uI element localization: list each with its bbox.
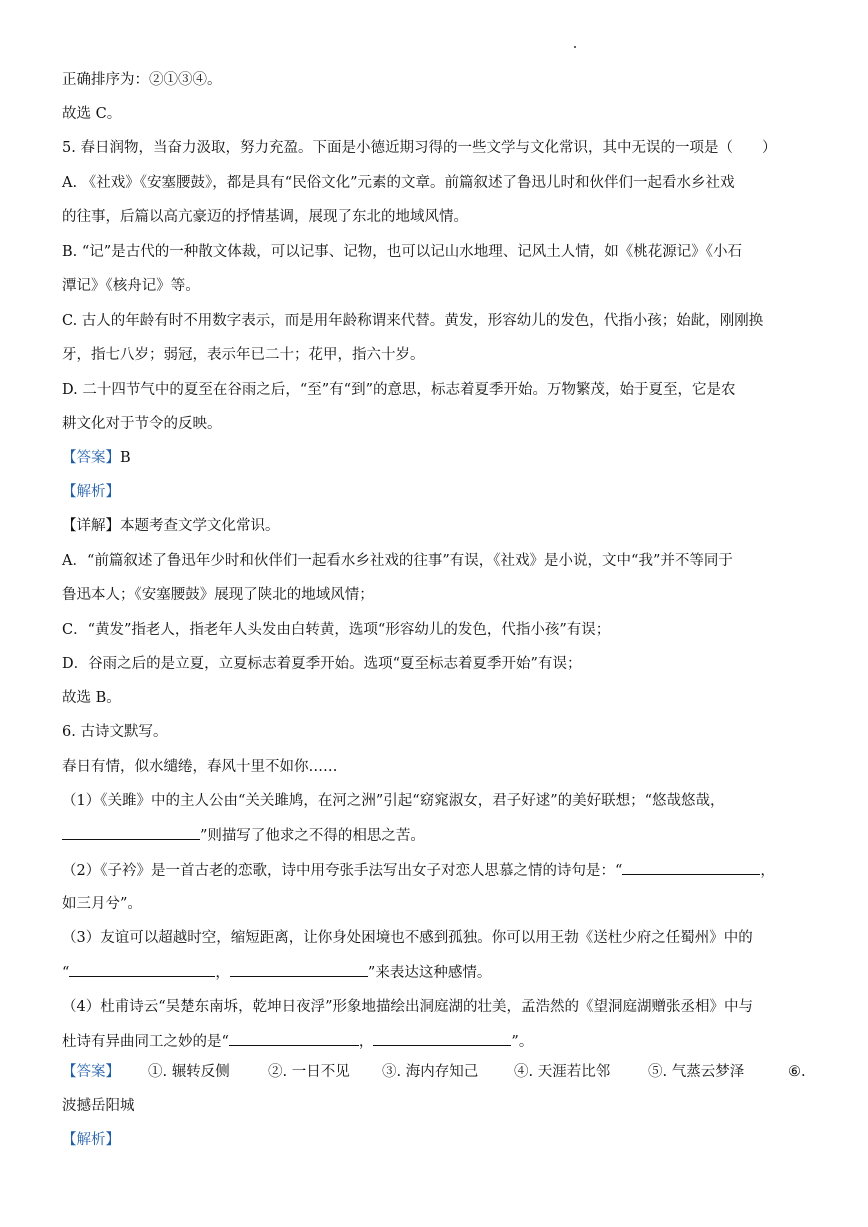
option-b-cont: 潭记》《核舟记》等。 <box>62 278 200 294</box>
text-span: ”。 <box>511 1034 534 1050</box>
text-span: ， <box>760 863 775 879</box>
subquestion-3-cont <box>62 962 822 983</box>
answer-item: ②. 一日不见 <box>268 1064 350 1080</box>
subquestion-4-cont <box>62 1031 822 1052</box>
answer-tag: 【答案】 <box>62 450 120 466</box>
option-c: C. 古人的年龄有时不用数字表示，而是用年龄称谓来代替。黄发，形容幼儿的发色，代指小孩；始龀，刚刚换 <box>62 313 764 329</box>
answer-item: ③. 海内存知己 <box>382 1064 479 1080</box>
text-span: ， <box>358 1034 374 1050</box>
detail-line <box>62 516 822 536</box>
explanation-a-cont: 鲁迅本人；《安塞腰鼓》展现了陕北的地域风情； <box>62 587 374 603</box>
option-a: A. 《社戏》《安塞腰鼓》，都是具有“民俗文化”元素的文章。前篇叙述了鲁迅儿时和伙伴们一起看水乡社戏 <box>62 175 735 191</box>
text-line: 正确排序为：②①③④。 <box>62 72 222 88</box>
text-span: ”则描写了他求之不得的相思之苦。 <box>200 828 425 844</box>
question-5-stem: 5. 春日润物，当奋力汲取，努力充盈。下面是小德近期习得的一些文学与文化常识，其中无误的一项是（ ） <box>62 140 777 156</box>
analysis-line <box>62 1130 822 1150</box>
option-d-cont: 耕文化对于节令的反映。 <box>62 416 222 432</box>
subquestion-2-cont: 如三月兮”。 <box>62 896 142 912</box>
text-span: “ <box>62 965 70 981</box>
subquestion-1: （1）《关雎》中的主人公由“关关雎鸠，在河之洲”引起“窈窕淑女，君子好逑”的美好联想；“悠哉悠哉， <box>62 793 725 809</box>
option-d: D. 二十四节气中的夏至在谷雨之后，“至”有“到”的意思，标志着夏季开始。万物繁茂，始于夏至，它是农 <box>62 382 736 398</box>
conclusion-line: 故选 B。 <box>62 690 121 706</box>
text-span: （2）《子衿》是一首古老的恋歌，诗中用夸张手法写出女子对恋人思慕之情的诗句是：“ <box>62 863 623 879</box>
answer-item: ⑤. 气蒸云梦泽 <box>648 1064 745 1080</box>
subquestion-2 <box>62 860 822 881</box>
analysis-tag: 【解析】 <box>62 484 120 500</box>
answer-line-cont: 波撼岳阳城 <box>62 1098 135 1114</box>
text-span: ， <box>215 965 230 981</box>
text-line: 故选 C。 <box>62 106 122 122</box>
subquestion-4: （4）杜甫诗云“吴楚东南坼，乾坤日夜浮”形象地描绘出洞庭湖的壮美，孟浩然的《望洞庭湖赠张丞相》中与 <box>62 999 754 1015</box>
answer-item: ①. 辗转反侧 <box>148 1064 230 1080</box>
subquestion-1-cont <box>62 825 822 846</box>
analysis-tag: 【解析】 <box>62 1132 120 1148</box>
detail-tag: 【详解】 <box>62 518 120 534</box>
answer-item: ④. 天涯若比邻 <box>514 1064 611 1080</box>
fill-blank[interactable] <box>229 1031 359 1046</box>
scan-dot <box>574 46 576 48</box>
answer-line <box>62 1062 822 1082</box>
answer-line <box>62 448 822 468</box>
explanation-a: A．“前篇叙述了鲁迅年少时和伙伴们一起看水乡社戏的往事”有误，《社戏》是小说，文中“我”并不等同于 <box>62 553 733 569</box>
fill-blank[interactable] <box>622 860 760 875</box>
answer-item: ⑥. <box>788 1064 806 1080</box>
question-6-stem: 6. 古诗文默写。 <box>62 724 168 740</box>
fill-blank[interactable] <box>69 962 215 977</box>
intro-line: 春日有情，似水缱绻，春风十里不如你…… <box>62 759 338 775</box>
text-span: ”来表达这种感情。 <box>367 965 492 981</box>
option-a-cont: 的往事，后篇以高亢豪迈的抒情基调，展现了东北的地域风情。 <box>62 209 468 225</box>
option-b: B. “记”是古代的一种散文体裁，可以记事、记物，也可以记山水地理、记风土人情，如《桃花源记》《小石 <box>62 244 742 260</box>
fill-blank[interactable] <box>373 1031 511 1046</box>
analysis-line <box>62 482 822 502</box>
answer-tag: 【答案】 <box>62 1064 120 1080</box>
answer-value: B <box>120 450 131 466</box>
fill-blank[interactable] <box>62 825 200 840</box>
detail-text: 本题考查文学文化常识。 <box>120 518 280 534</box>
explanation-d: D．谷雨之后的是立夏，立夏标志着夏季开始。选项“夏至标志着夏季开始”有误； <box>62 656 582 672</box>
fill-blank[interactable] <box>230 962 368 977</box>
option-c-cont: 牙，指七八岁；弱冠，表示年已二十；花甲，指六十岁。 <box>62 347 425 363</box>
text-span: 杜诗有异曲同工之妙的是“ <box>62 1034 229 1050</box>
explanation-c: C．“黄发”指老人，指老年人头发由白转黄，选项“形容幼儿的发色，代指小孩”有误； <box>62 622 611 638</box>
subquestion-3: （3）友谊可以超越时空，缩短距离，让你身处困境也不感到孤独。你可以用王勃《送杜少府之任蜀州》中的 <box>62 930 753 946</box>
